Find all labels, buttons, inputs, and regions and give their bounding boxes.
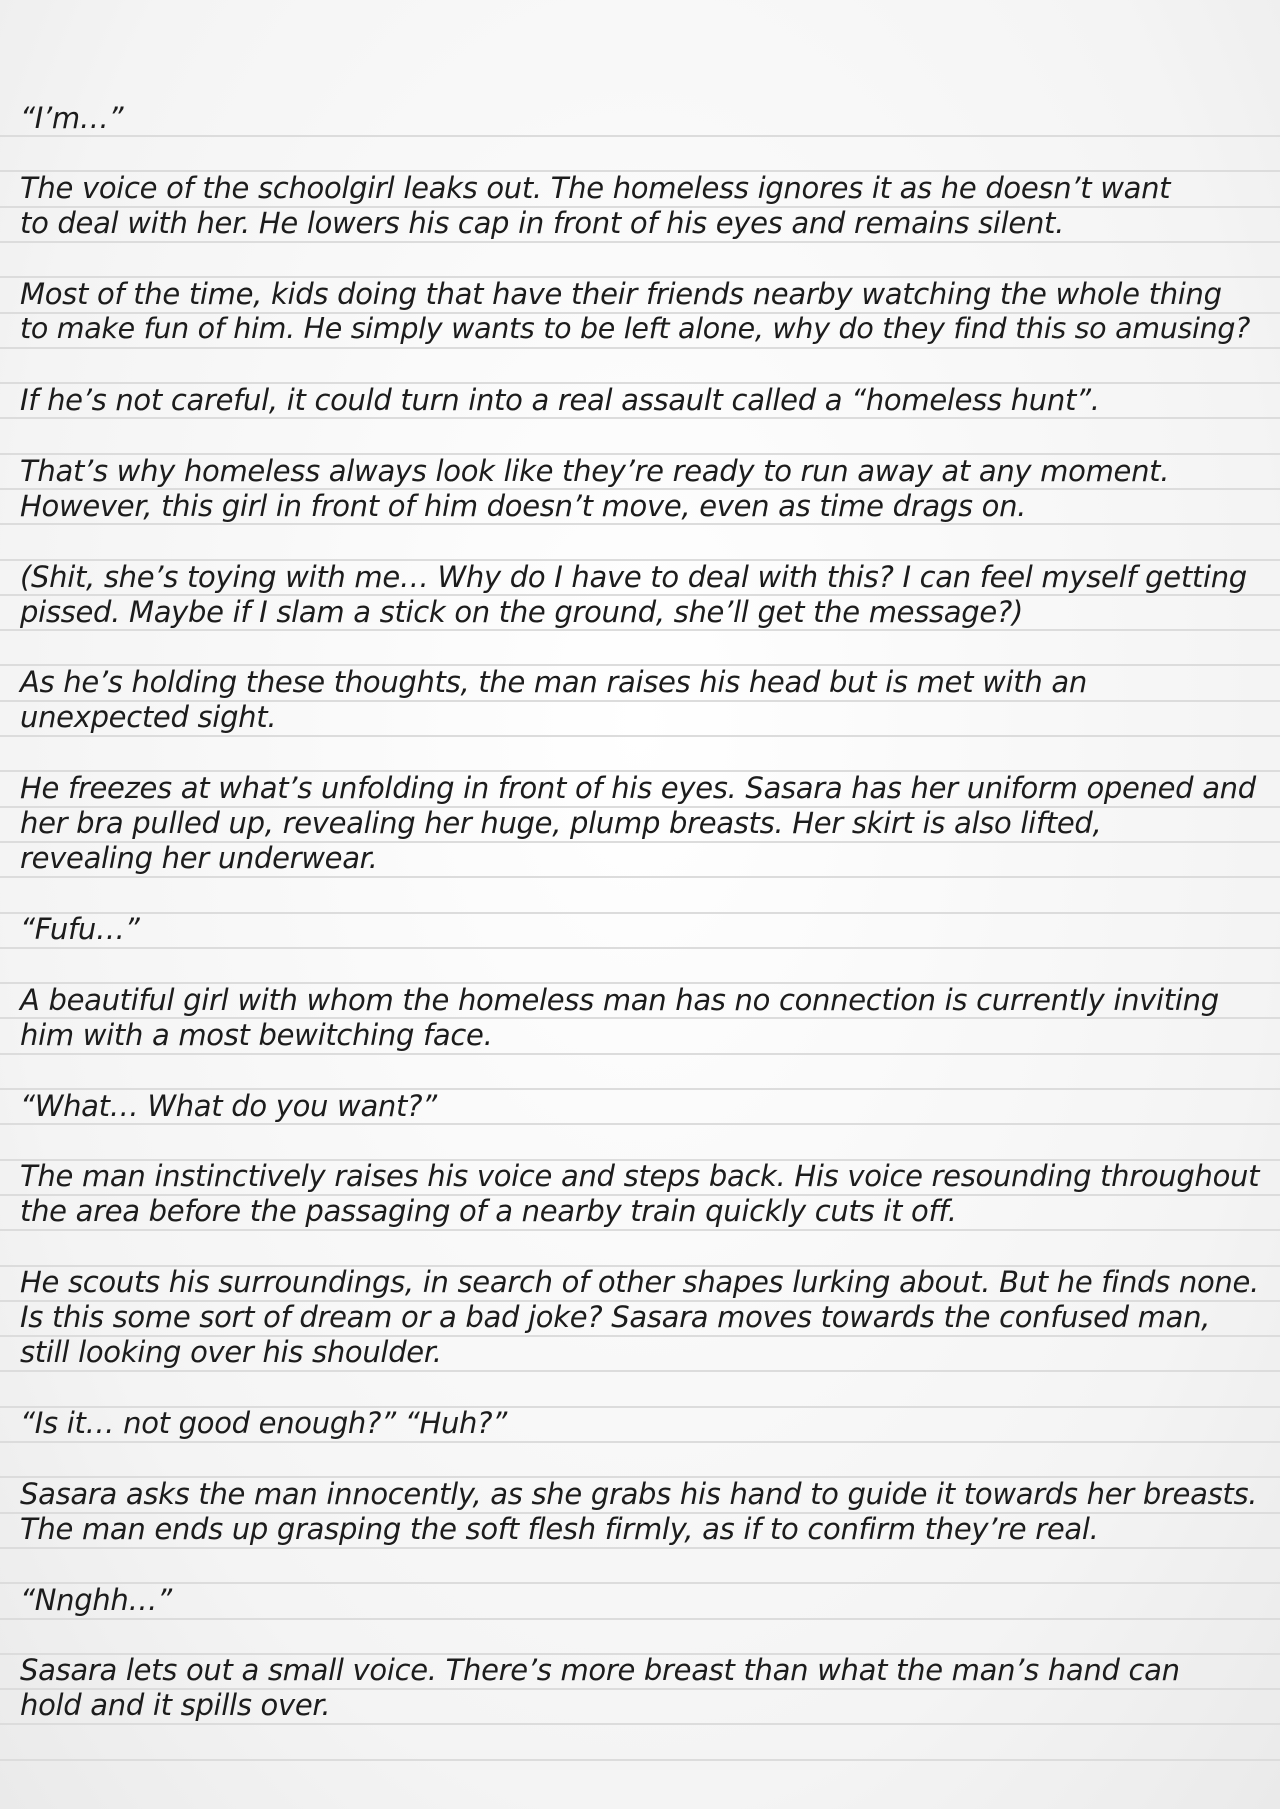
text-line: Is this some sort of dream or a bad joke? Sasara moves towards the confused man, [20, 1300, 1211, 1334]
text-line: to make fun of him. He simply wants to be left alone, why do they find this so amusing? [20, 312, 1251, 345]
ruled-line [0, 1618, 1280, 1620]
ruled-line [0, 241, 1280, 243]
ruled-line [0, 1547, 1280, 1549]
ruled-line [0, 135, 1280, 137]
text-line: Sasara asks the man innocently, as she grabs his hand to guide it towards her breasts. [20, 1477, 1258, 1511]
ruled-line [0, 1229, 1280, 1231]
text-line: “Nnghh…” [20, 1583, 172, 1617]
text-line: her bra pulled up, revealing her huge, plump breasts. Her skirt is also lifted, [20, 806, 1102, 840]
ruled-line [0, 947, 1280, 949]
ruled-line [0, 1582, 1280, 1584]
text-line: still looking over his shoulder. [20, 1335, 442, 1369]
text-line: to deal with her. He lowers his cap in front of his eyes and remains silent. [20, 206, 1065, 240]
text-line: He scouts his surroundings, in search of other shapes lurking about. But he finds none. [20, 1265, 1259, 1299]
text-line: Sasara lets out a small voice. There’s more breast than what the man’s hand can [20, 1653, 1180, 1687]
ruled-line [0, 1759, 1280, 1761]
ruled-line [0, 347, 1280, 349]
ruled-line [0, 735, 1280, 737]
text-line: The man ends up grasping the soft flesh firmly, as if to confirm they’re real. [20, 1512, 1099, 1546]
ruled-line [0, 1053, 1280, 1055]
text-line: The man instinctively raises his voice and steps back. His voice resounding throughout [20, 1159, 1260, 1193]
text-line: unexpected sight. [20, 700, 277, 734]
ruled-line [0, 912, 1280, 914]
text-line: “I’m…” [20, 101, 124, 135]
text-line: the area before the passaging of a nearby train quickly cuts it off. [20, 1194, 957, 1228]
text-line: him with a most bewitching face. [20, 1018, 493, 1052]
ruled-line [0, 1723, 1280, 1725]
ruled-line [0, 1441, 1280, 1443]
text-line: However, this girl in front of him doesn’t move, even as time drags on. [20, 489, 1027, 523]
text-line: He freezes at what’s unfolding in front of his eyes. Sasara has her uniform opened and [20, 771, 1256, 805]
text-line: That’s why homeless always look like they’re ready to run away at any moment. [20, 454, 1170, 488]
text-line: revealing her underwear. [20, 841, 378, 875]
text-line: Most of the time, kids doing that have their friends nearby watching the whole thing [20, 277, 1222, 311]
text-line: pissed. Maybe if I slam a stick on the ground, she’ll get the message?) [20, 595, 1024, 629]
text-line: The voice of the schoolgirl leaks out. The homeless ignores it as he doesn’t want [20, 171, 1171, 205]
ruled-line [0, 876, 1280, 878]
text-line: “What… What do you want?” [20, 1089, 437, 1123]
text-line: If he’s not careful, it could turn into a real assault called a “homeless hunt”. [20, 383, 1100, 417]
ruled-line [0, 1370, 1280, 1372]
text-line: “Is it… not good enough?” “Huh?” [20, 1406, 507, 1440]
text-line: “Fufu…” [20, 912, 140, 946]
text-line: (Shit, she’s toying with me… Why do I have to deal with this? I can feel myself getting [20, 560, 1247, 594]
text-line: A beautiful girl with whom the homeless man has no connection is currently inviting [20, 983, 1219, 1017]
text-line: hold and it spills over. [20, 1688, 331, 1722]
text-line: As he’s holding these thoughts, the man raises his head but is met with an [20, 665, 1087, 699]
